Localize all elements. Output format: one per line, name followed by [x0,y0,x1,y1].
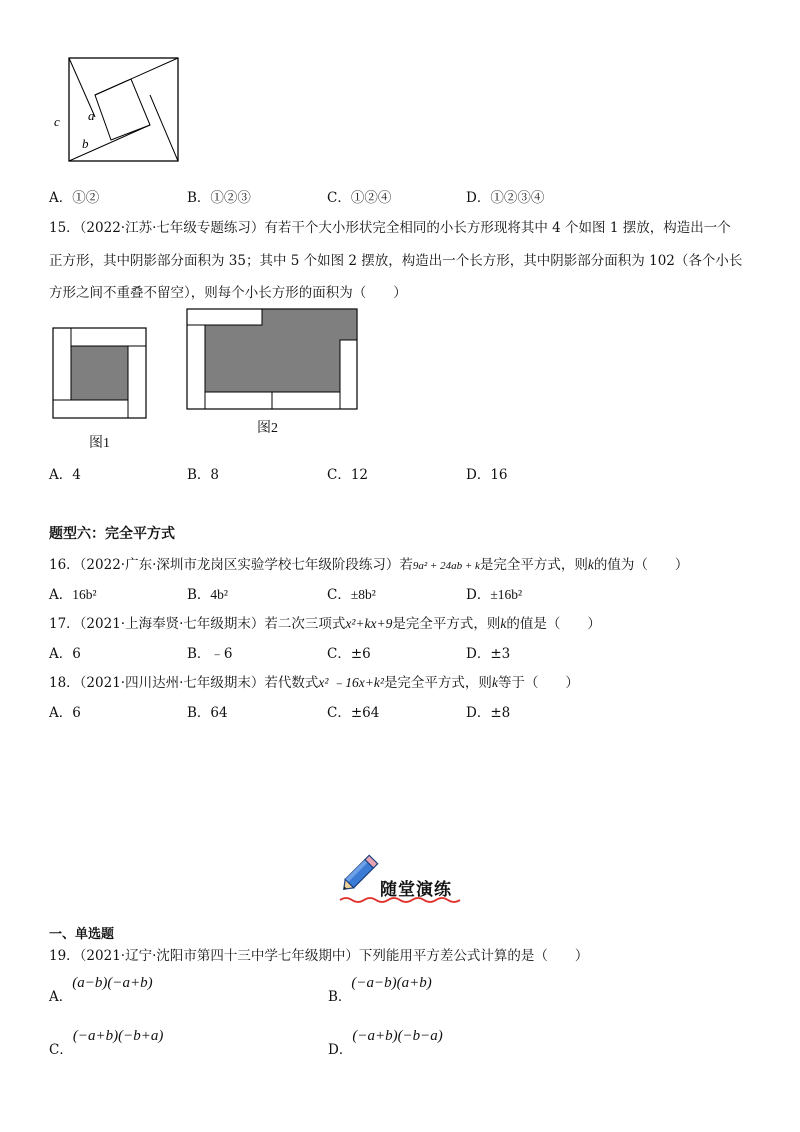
q16-option-c[interactable]: C．±8b² [327,587,376,603]
q17-option-b[interactable]: B．﹣6 [187,646,233,662]
q15-option-c[interactable]: C．12 [327,467,369,483]
label-b: b [82,136,89,151]
q14-option-b[interactable]: B．①②③ [187,190,251,206]
q14-option-c[interactable]: C．①②④ [327,190,392,206]
q14-option-d[interactable]: D．①②③④ [466,190,545,206]
fig2-shaded [205,309,357,392]
q16-option-b[interactable]: B．4b² [187,587,228,603]
q17-stem: 17．（2021·上海奉贤·七年级期末）若二次三项式x²+kx+9是完全平方式，则k的值是（ ） [49,616,601,632]
q16-option-a[interactable]: A．16b² [49,587,97,603]
q15-stem-line3: 方形之间不重叠不留空），则每个小长方形的面积为（ ） [49,285,407,301]
q19-option-d[interactable]: D．(−a+b)(−b−a) [328,1028,443,1058]
pencil-icon [335,848,385,898]
q15-stem-line1: 15．（2022·江苏·七年级专题练习）有若干个大小形状完全相同的小长方形现将其中 4 个如图 1 摆放，构造出一个 [49,220,731,236]
q15-option-a[interactable]: A．4 [49,467,81,483]
q15-option-d[interactable]: D．16 [466,467,508,483]
q18-option-a[interactable]: A．6 [49,705,81,721]
q18-option-c[interactable]: C．±64 [327,705,380,721]
q18-option-b[interactable]: B．64 [187,705,228,721]
banner-underline [340,896,465,904]
q14-option-a[interactable]: A．①② [49,190,100,206]
q16-option-d[interactable]: D．±16b² [466,587,523,603]
q15-stem-line2: 正方形，其中阴影部分面积为 35；其中 5 个如图 2 摆放，构造出一个长方形，其中阴影部分面积为 102（各个小长 [49,253,743,269]
q15-fig2-caption: 图2 [257,421,278,436]
label-a: a [88,108,95,123]
q17-option-d[interactable]: D．±3 [466,646,511,662]
q19-stem: 19．（2021·辽宁·沈阳市第四十三中学七年级期中）下列能用平方差公式计算的是（ ） [49,948,589,964]
q17-option-a[interactable]: A．6 [49,646,81,662]
q19-option-c[interactable]: C．(−a+b)(−b+a) [49,1028,164,1058]
q15-option-b[interactable]: B．8 [187,467,220,483]
q19-option-b[interactable]: B．(−a−b)(a+b) [328,975,432,1005]
q18-stem: 18．（2021·四川达州·七年级期末）若代数式x² ﹣16x+k²是完全平方式，则k等于（ ） [49,675,579,691]
q16-stem: 16．（2022·广东·深圳市龙岗区实验学校七年级阶段练习）若9a² + 24ab + k是完全平方式，则k的值为（ ） [49,557,689,573]
q17-option-c[interactable]: C．±6 [327,646,371,662]
q15-figure-2 [0,0,800,460]
q18-option-d[interactable]: D．±8 [466,705,511,721]
section6-title: 题型六：完全平方式 [49,526,175,542]
label-c: c [54,114,60,129]
banner-title: 随堂演练 [380,880,452,900]
q15-fig1-caption: 图1 [89,436,110,451]
q19-option-a[interactable]: A．(a−b)(−a+b) [49,975,153,1005]
section-single-title: 一、单选题 [49,927,115,942]
